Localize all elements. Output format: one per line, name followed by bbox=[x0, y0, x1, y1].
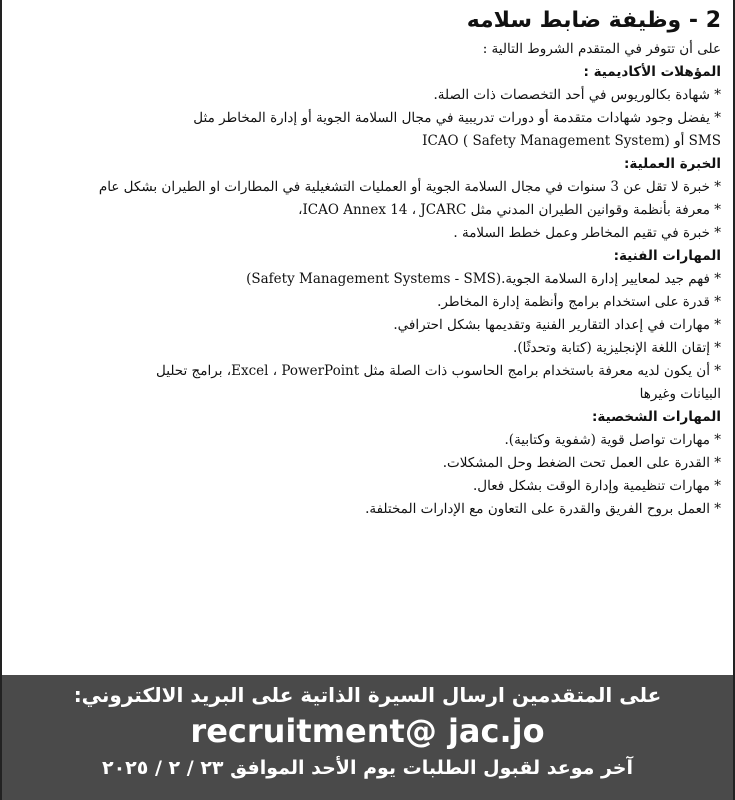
personal-line: * القدرة على العمل تحت الضغط وحل المشكلات. bbox=[442, 455, 721, 471]
personal-line: * مهارات تواصل قوية (شفوية وكتابية). bbox=[504, 432, 721, 448]
experience-line: * معرفة بأنظمة وقوانين الطيران المدني مثل ICAO Annex 14 ، JCARC، bbox=[298, 202, 721, 218]
job-title: 2 - وظيفة ضابط سلامه bbox=[466, 8, 721, 33]
academic-line: SMS أو ICAO ( Safety Management System) bbox=[422, 133, 721, 149]
personal-heading: المهارات الشخصية: bbox=[592, 409, 721, 425]
intro-text: على أن تتوفر في المتقدم الشروط التالية : bbox=[482, 41, 721, 57]
technical-line: البيانات وغيرها bbox=[639, 386, 721, 402]
application-deadline: آخر موعد لقبول الطلبات يوم الأحد الموافق ٢٣ / ٢ / ٢٠٢٥ bbox=[101, 757, 634, 779]
academic-line: * شهادة بكالوريوس في أحد التخصصات ذات الصلة. bbox=[433, 87, 721, 103]
personal-line: * مهارات تنظيمية وإدارة الوقت بشكل فعال. bbox=[473, 478, 721, 494]
technical-line: * قدرة على استخدام برامج وأنظمة إدارة المخاطر. bbox=[437, 294, 721, 310]
submission-instruction: على المتقدمين ارسال السيرة الذاتية على البريد الالكتروني: bbox=[73, 683, 662, 707]
academic-line: * يفضل وجود شهادات متقدمة أو دورات تدريبية في مجال السلامة الجوية أو إدارة المخاطر مثل bbox=[193, 110, 721, 126]
experience-line: * خبرة لا تقل عن 3 سنوات في مجال السلامة الجوية أو العمليات التشغيلية في المطارات او الطيران بشكل عام bbox=[98, 179, 721, 195]
technical-line: * مهارات في إعداد التقارير الفنية وتقديمها بشكل احترافي. bbox=[393, 317, 721, 333]
technical-line: * فهم جيد لمعايير إدارة السلامة الجوية.(Safety Management Systems - SMS) bbox=[246, 271, 721, 287]
technical-line: * أن يكون لديه معرفة باستخدام برامج الحاسوب ذات الصلة مثل Excel ، PowerPoint، برامج تحليل bbox=[156, 363, 721, 379]
personal-line: * العمل بروح الفريق والقدرة على التعاون مع الإدارات المختلفة. bbox=[365, 501, 721, 517]
recruitment-email: recruitment@ jac.jo bbox=[190, 712, 545, 750]
academic-heading: المؤهلات الأكاديمية : bbox=[583, 64, 721, 80]
technical-heading: المهارات الفنية: bbox=[613, 248, 721, 264]
experience-heading: الخبرة العملية: bbox=[624, 156, 721, 172]
experience-line: * خبرة في تقيم المخاطر وعمل خطط السلامة . bbox=[453, 225, 721, 241]
job-ad-content bbox=[2, 0, 733, 521]
technical-line: * إتقان اللغة الإنجليزية (كتابة وتحدثًا). bbox=[513, 340, 721, 356]
application-footer bbox=[2, 675, 733, 800]
